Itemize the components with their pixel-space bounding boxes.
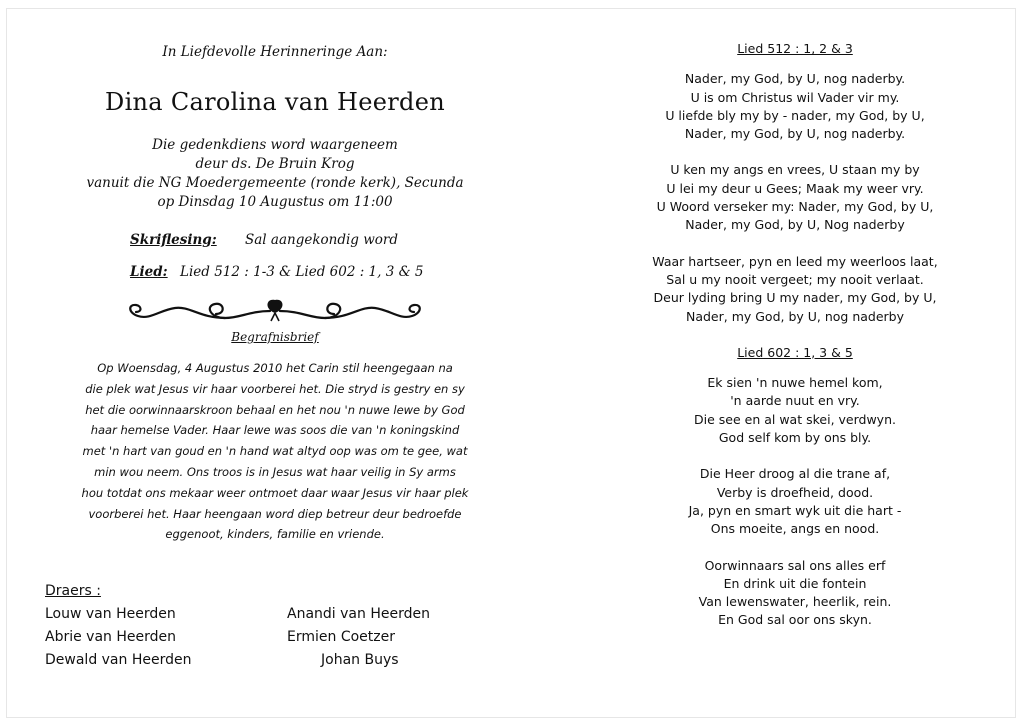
pallbearers — [45, 580, 495, 668]
obituary-title: Begrafnisbrief — [231, 330, 319, 344]
service-line: Die gedenkdiens word waargeneem — [152, 137, 398, 153]
lyric-line: Ek sien 'n nuwe hemel kom, — [707, 375, 883, 391]
bearer-name: Dewald van Heerden — [45, 652, 192, 668]
lyric-line: Nader, my God, by U, nog naderby. — [684, 71, 906, 87]
bearer-name: Louw van Heerden — [45, 606, 176, 622]
bearers-title: Draers : — [45, 583, 101, 599]
obituary-line: hou totdat ons mekaar weer ontmoet daar waar Jesus vir haar plek — [81, 485, 469, 500]
lyric-line: Waar hartseer, pyn en leed my weerloos laat, — [652, 253, 938, 269]
reading-value: Sal aangekondig word — [245, 232, 399, 248]
song2-title: Lied 602 : 1, 3 & 5 — [737, 344, 853, 360]
service-line: deur ds. De Bruin Krog — [195, 156, 355, 172]
bearer-name: Anandi van Heerden — [287, 606, 430, 622]
deceased-name: Dina Carolina van Heerden — [105, 88, 445, 116]
lyric-line: 'n aarde nuut en vry. — [730, 393, 860, 409]
ornament-divider — [30, 296, 520, 330]
left-column — [30, 40, 520, 545]
song2-stanza — [585, 374, 1005, 447]
lyric-line: Die Heer droog al die trane af, — [699, 466, 891, 482]
obituary-line: met 'n hart van goud en 'n hand wat altyd oop was om te gee, wat — [82, 444, 468, 459]
lyric-line: Verby is droefheid, dood. — [716, 484, 874, 500]
reading-row — [30, 232, 520, 252]
obituary-line: haar hemelse Vader. Haar lewe was soos die van 'n koningskind — [90, 423, 460, 438]
lyric-line: Sal u my nooit vergeet; my nooit verlaat. — [666, 271, 924, 287]
intro-line: In Liefdevolle Herinneringe Aan: — [162, 44, 388, 60]
lyric-line: Die see en al wat skei, verdwyn. — [694, 411, 896, 427]
song1-stanza — [585, 70, 1005, 143]
obituary-text — [30, 358, 520, 545]
bearers-column-1 — [45, 603, 191, 672]
lyric-line: Nader, my God, by U, nog naderby — [685, 308, 905, 324]
lyric-line: Ons moeite, angs en nood. — [710, 521, 880, 537]
song-label: Lied: — [130, 264, 168, 280]
song2-stanza — [585, 465, 1005, 538]
song1-title: Lied 512 : 1, 2 & 3 — [737, 41, 853, 56]
service-line: op Dinsdag 10 Augustus om 11:00 — [157, 194, 393, 210]
lyric-line: En God sal oor ons skyn. — [718, 612, 872, 628]
lyric-line: U liefde bly my by - nader, my God, by U, — [665, 107, 925, 123]
lyric-line: U lei my deur u Gees; Maak my weer vry. — [666, 180, 924, 196]
lyric-line: Van lewenswater, heerlik, rein. — [698, 594, 892, 610]
bearer-name: Johan Buys — [321, 652, 399, 668]
bearer-name: Abrie van Heerden — [45, 629, 176, 645]
song1-stanza — [585, 253, 1005, 326]
lyric-line: Deur lyding bring U my nader, my God, by U, — [653, 290, 937, 306]
obituary-line: Op Woensdag, 4 Augustus 2010 het Carin stil heengegaan na — [97, 361, 453, 375]
right-column — [585, 40, 1005, 648]
obituary-line: eggenoot, kinders, familie en vriende. — [165, 527, 385, 542]
lyric-line: En drink uit die fontein — [723, 575, 867, 591]
obituary-line: die plek wat Jesus vir haar voorberei het. Die stryd is gestry en sy — [85, 381, 465, 396]
song-row — [30, 264, 520, 284]
song1-stanza — [585, 161, 1005, 234]
obituary-line: min wou neem. Ons troos is in Jesus wat haar veilig in Sy arms — [94, 464, 456, 479]
song-value: Lied 512 : 1-3 & Lied 602 : 1, 3 & 5 — [180, 264, 424, 280]
song2-stanza — [585, 557, 1005, 630]
lyric-line: Oorwinnaars sal ons alles erf — [704, 557, 886, 573]
lyric-line: Ja, pyn en smart wyk uit die hart - — [688, 502, 902, 518]
lyric-line: Nader, my God, by U, nog naderby. — [684, 126, 906, 142]
lyric-line: Nader, my God, by U, Nog naderby — [685, 217, 905, 233]
lyric-line: U ken my angs en vrees, U staan my by — [670, 162, 920, 178]
bearer-name: Ermien Coetzer — [287, 629, 395, 645]
obituary-line: het die oorwinnaarskroon behaal en het nou 'n nuwe lewe by God — [85, 402, 465, 417]
lyric-line: God self kom by ons bly. — [718, 430, 872, 446]
scroll-ornament-icon — [120, 296, 430, 326]
service-details — [30, 136, 520, 212]
service-line: vanuit die NG Moedergemeente (ronde kerk), Secunda — [86, 175, 464, 191]
bearers-column-2 — [287, 603, 430, 672]
lyric-line: U is om Christus wil Vader vir my. — [690, 89, 900, 105]
lyric-line: U Woord verseker my: Nader, my God, by U, — [656, 199, 934, 215]
reading-label: Skriflesing: — [130, 232, 217, 248]
obituary-line: voorberei het. Haar heengaan word diep betreur deur bedroefde — [88, 506, 462, 521]
